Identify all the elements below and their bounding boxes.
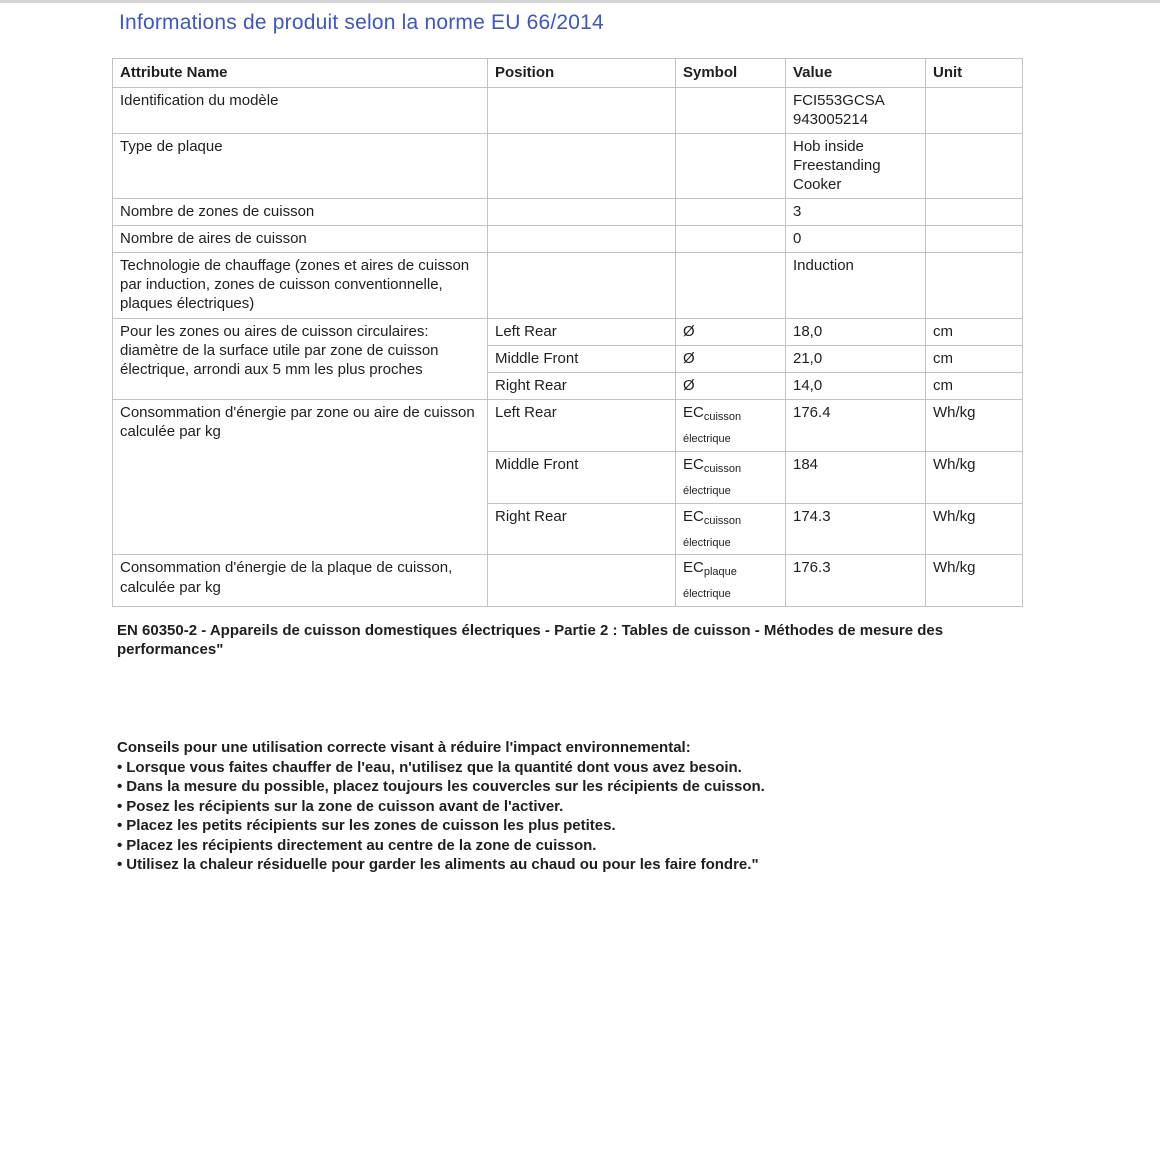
cell-unit — [926, 88, 1023, 134]
cell-unit — [926, 199, 1023, 226]
header-unit: Unit — [926, 59, 1023, 88]
cell-position: Middle Front — [488, 451, 676, 503]
cell-position — [488, 134, 676, 199]
cell-unit: Wh/kg — [926, 451, 1023, 503]
page-title: Informations de produit selon la norme EU 66/2014 — [119, 11, 604, 34]
cell-attribute: Nombre de aires de cuisson — [113, 226, 488, 253]
cell-unit: Wh/kg — [926, 555, 1023, 607]
table-row — [113, 318, 1023, 345]
cell-value: 0 — [786, 226, 926, 253]
cell-value: Induction — [786, 253, 926, 318]
eco-advice-item — [117, 758, 937, 778]
bullet-icon: • — [117, 836, 123, 854]
ec-symbol: EC — [683, 403, 704, 421]
cell-attribute: Consommation d'énergie de la plaque de cuisson, calculée par kg — [113, 555, 488, 607]
ec-symbol: EC — [683, 455, 704, 473]
diameter-symbol: Ø — [683, 322, 695, 340]
header-position: Position — [488, 59, 676, 88]
cell-symbol — [676, 503, 786, 555]
table-row — [113, 399, 1023, 451]
document-page — [0, 11, 1160, 875]
cell-symbol — [676, 134, 786, 199]
table-row — [113, 88, 1023, 134]
bullet-icon: • — [117, 797, 123, 815]
bullet-icon: • — [117, 817, 123, 835]
table-row — [113, 226, 1023, 253]
cell-value: 14,0 — [786, 372, 926, 399]
table-row — [113, 134, 1023, 199]
eco-advice-item — [117, 816, 937, 836]
cell-unit — [926, 134, 1023, 199]
eco-advice-text: Placez les récipients directement au centre de la zone de cuisson. — [126, 836, 597, 854]
cell-position: Right Rear — [488, 503, 676, 555]
cell-value: 184 — [786, 451, 926, 503]
cell-position: Left Rear — [488, 399, 676, 451]
eco-advice-item — [117, 777, 937, 797]
cell-position — [488, 226, 676, 253]
cell-symbol — [676, 555, 786, 607]
cell-symbol — [676, 345, 786, 372]
ec-symbol-subscript: cuisson électrique — [683, 514, 742, 549]
bullet-icon: • — [117, 778, 123, 796]
ec-symbol: EC — [683, 559, 704, 577]
cell-unit — [926, 226, 1023, 253]
cell-unit: cm — [926, 318, 1023, 345]
cell-attribute: Consommation d'énergie par zone ou aire de cuisson calculée par kg — [113, 399, 488, 555]
cell-position: Middle Front — [488, 345, 676, 372]
cell-unit: Wh/kg — [926, 399, 1023, 451]
diameter-symbol: Ø — [683, 349, 695, 367]
eco-advice-item — [117, 836, 937, 856]
cell-value: 176.4 — [786, 399, 926, 451]
cell-position: Left Rear — [488, 318, 676, 345]
cell-position: Right Rear — [488, 372, 676, 399]
cell-unit — [926, 253, 1023, 318]
cell-symbol — [676, 372, 786, 399]
eco-advice-text: Dans la mesure du possible, placez toujours les couvercles sur les récipients de cuisson. — [126, 778, 765, 796]
page-top-border — [0, 0, 1160, 3]
eco-advice-intro: Conseils pour une utilisation correcte visant à réduire l'impact environnemental: — [117, 739, 691, 757]
eco-advice — [117, 738, 937, 875]
cell-value: FCI553GCSA 943005214 — [786, 88, 926, 134]
cell-value: 21,0 — [786, 345, 926, 372]
cell-unit: cm — [926, 345, 1023, 372]
eco-advice-text: Posez les récipients sur la zone de cuisson avant de l'activer. — [126, 797, 564, 815]
cell-value: 3 — [786, 199, 926, 226]
ec-symbol-subscript: cuisson électrique — [683, 410, 742, 445]
cell-value: 176.3 — [786, 555, 926, 607]
header-symbol: Symbol — [676, 59, 786, 88]
cell-position — [488, 199, 676, 226]
table-row — [113, 199, 1023, 226]
diameter-symbol: Ø — [683, 376, 695, 394]
ec-symbol: EC — [683, 507, 704, 525]
cell-value: 174.3 — [786, 503, 926, 555]
cell-position — [488, 253, 676, 318]
cell-attribute: Technologie de chauffage (zones et aires de cuisson par induction, zones de cuisson conventionnelle, plaques électriques) — [113, 253, 488, 318]
ec-symbol-subscript: cuisson électrique — [683, 462, 742, 497]
standard-reference: EN 60350-2 - Appareils de cuisson domestiques électriques - Partie 2 : Tables de cuisson - Méthodes de mesure des performances" — [117, 622, 944, 659]
cell-value: 18,0 — [786, 318, 926, 345]
cell-attribute: Nombre de zones de cuisson — [113, 199, 488, 226]
cell-value: Hob inside Freestanding Cooker — [786, 134, 926, 199]
cell-symbol — [676, 399, 786, 451]
cell-unit: cm — [926, 372, 1023, 399]
eco-advice-text: Utilisez la chaleur résiduelle pour garder les aliments au chaud ou pour les faire fondre." — [126, 856, 759, 874]
header-value: Value — [786, 59, 926, 88]
ec-symbol-subscript: plaque électrique — [683, 566, 737, 601]
cell-symbol — [676, 253, 786, 318]
cell-position — [488, 555, 676, 607]
eco-advice-item — [117, 855, 937, 875]
cell-attribute: Pour les zones ou aires de cuisson circulaires: diamètre de la surface utile par zone de cuisson électrique, arrondi aux 5 mm les plus proches — [113, 318, 488, 399]
cell-symbol — [676, 318, 786, 345]
cell-position — [488, 88, 676, 134]
product-info-table — [112, 58, 1023, 607]
table-row — [113, 253, 1023, 318]
bullet-icon: • — [117, 758, 123, 776]
cell-symbol — [676, 199, 786, 226]
cell-unit: Wh/kg — [926, 503, 1023, 555]
eco-advice-text: Placez les petits récipients sur les zones de cuisson les plus petites. — [126, 817, 616, 835]
cell-symbol — [676, 88, 786, 134]
header-row — [113, 59, 1023, 88]
cell-symbol — [676, 451, 786, 503]
header-attribute-name: Attribute Name — [113, 59, 488, 88]
cell-attribute: Type de plaque — [113, 134, 488, 199]
eco-advice-text: Lorsque vous faites chauffer de l'eau, n'utilisez que la quantité dont vous avez besoin. — [126, 758, 742, 776]
eco-advice-item — [117, 797, 937, 817]
table-row — [113, 555, 1023, 607]
cell-symbol — [676, 226, 786, 253]
bullet-icon: • — [117, 856, 123, 874]
cell-attribute: Identification du modèle — [113, 88, 488, 134]
